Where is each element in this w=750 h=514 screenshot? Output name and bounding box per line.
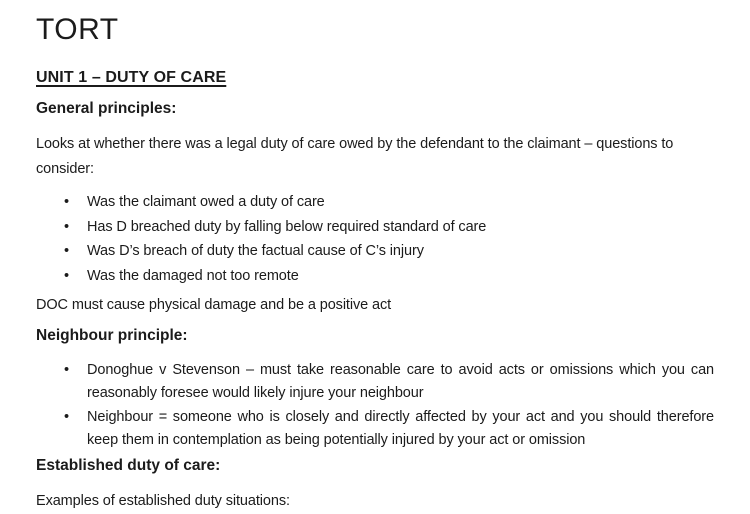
list-item: • Neighbour = someone who is closely and directly affected by your act and you should therefore keep them in contemplation as being potentially injured by your act or omission: [87, 406, 714, 451]
list-item: • Was the damaged not too remote: [87, 265, 714, 288]
list-item: • Donoghue v Stevenson – must take reasonable care to avoid acts or omissions which you can reasonably foresee would likely injure your neighbour: [87, 359, 714, 404]
established-duty-heading: Established duty of care:: [36, 457, 221, 474]
neighbour-principle-list: [36, 359, 714, 451]
general-principles-list: [36, 191, 714, 287]
general-principles-intro: Looks at whether there was a legal duty of care owed by the defendant to the claimant – questions to consider:: [36, 136, 674, 177]
general-principles-heading: General principles:: [36, 100, 177, 117]
doc-note: DOC must cause physical damage and be a positive act: [36, 297, 392, 313]
list-item: • Was the claimant owed a duty of care: [87, 191, 714, 214]
neighbour-principle-heading: Neighbour principle:: [36, 327, 188, 344]
established-duty-intro: Examples of established duty situations:: [36, 493, 290, 509]
list-item: • Has D breached duty by falling below required standard of care: [87, 216, 714, 239]
list-item: • Was D’s breach of duty the factual cause of C’s injury: [87, 240, 714, 263]
document-title: TORT: [36, 13, 119, 46]
unit-heading: UNIT 1 – DUTY OF CARE: [36, 69, 227, 86]
